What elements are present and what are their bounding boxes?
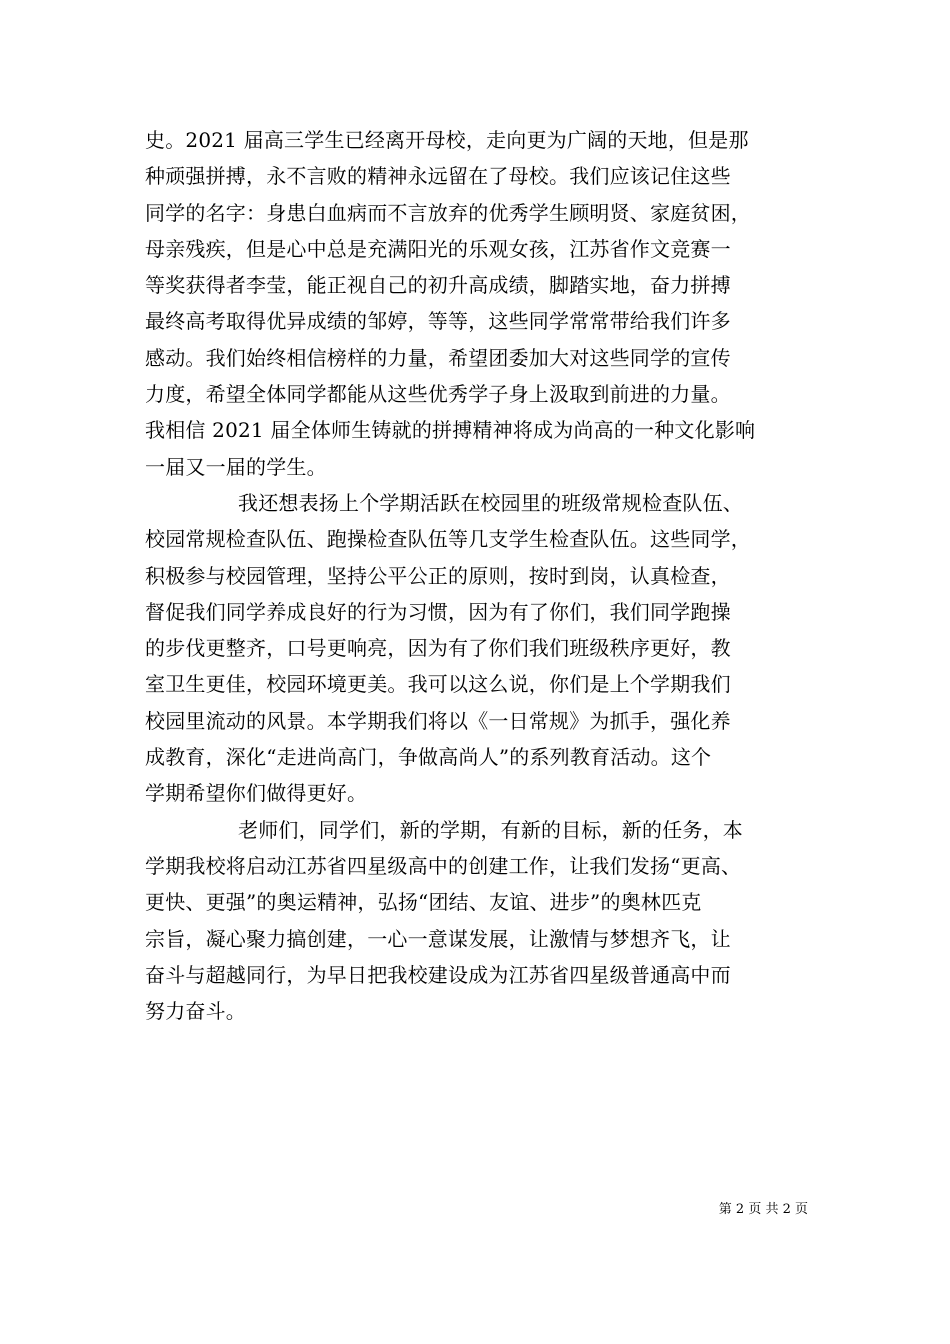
text-line: 一届又一届的学生。 (145, 454, 327, 479)
paragraph-3 (145, 812, 805, 1030)
paragraph-2 (145, 485, 805, 812)
document-body (145, 122, 805, 1029)
text-line: 等奖获得者李莹，能正视自己的初升高成绩，脚踏实地，奋力拼搏 (145, 273, 731, 298)
text-line: 成教育，深化“走进尚高门，争做高尚人”的系列教育活动。这个 (145, 745, 712, 770)
text-line: 室卫生更佳，校园环境更美。我可以这么说，你们是上个学期我们 (145, 672, 731, 697)
text-line: 我相信 2021 届全体师生铸就的拼搏精神将成为尚高的一种文化影响 (145, 418, 756, 443)
text-line: 最终高考取得优异成绩的邹婷，等等，这些同学常常带给我们许多 (145, 309, 731, 334)
page-footer: 第 2 页 共 2 页 (718, 1202, 808, 1217)
text-line: 学期我校将启动江苏省四星级高中的创建工作，让我们发扬“更高、 (145, 853, 742, 878)
text-line: 奋斗与超越同行，为早日把我校建设成为江苏省四星级普通高中而 (145, 962, 731, 987)
text-line: 力度，希望全体同学都能从这些优秀学子身上汲取到前进的力量。 (145, 382, 731, 407)
text-line: 校园常规检查队伍、跑操检查队伍等几支学生检查队伍。这些同学， (145, 527, 751, 552)
text-line: 宗旨，凝心聚力搞创建，一心一意谋发展，让激情与梦想齐飞，让 (145, 926, 731, 951)
text-line: 学期希望你们做得更好。 (145, 781, 368, 806)
text-line: 同学的名字：身患白血病而不言放弃的优秀学生顾明贤、家庭贫困， (145, 200, 751, 225)
text-line: 更快、更强”的奥运精神，弘扬“团结、友谊、进步”的奥林匹克 (145, 890, 702, 915)
text-line: 史。2021 届高三学生已经离开母校，走向更为广阔的天地，但是那 (145, 128, 749, 152)
text-line: 的步伐更整齐，口号更响亮，因为有了你们我们班级秩序更好，教 (145, 636, 731, 661)
text-line: 种顽强拼搏，永不言败的精神永远留在了母校。我们应该记住这些 (145, 164, 731, 189)
text-line: 母亲残疾，但是心中总是充满阳光的乐观女孩，江苏省作文竞赛一 (145, 236, 731, 261)
paragraph-1 (145, 122, 805, 485)
text-line: 校园里流动的风景。本学期我们将以《一日常规》为抓手，强化养 (145, 708, 731, 733)
text-line: 我还想表扬上个学期活跃在校园里的班级常规检查队伍、 (238, 490, 743, 515)
text-line: 督促我们同学养成良好的行为习惯，因为有了你们，我们同学跑操 (145, 599, 731, 624)
text-line: 感动。我们始终相信榜样的力量，希望团委加大对这些同学的宣传 (145, 345, 731, 370)
text-line: 老师们，同学们，新的学期，有新的目标，新的任务，本 (238, 817, 743, 842)
text-line: 努力奋斗。 (145, 999, 246, 1024)
text-line: 积极参与校园管理，坚持公平公正的原则，按时到岗，认真检查， (145, 563, 731, 588)
